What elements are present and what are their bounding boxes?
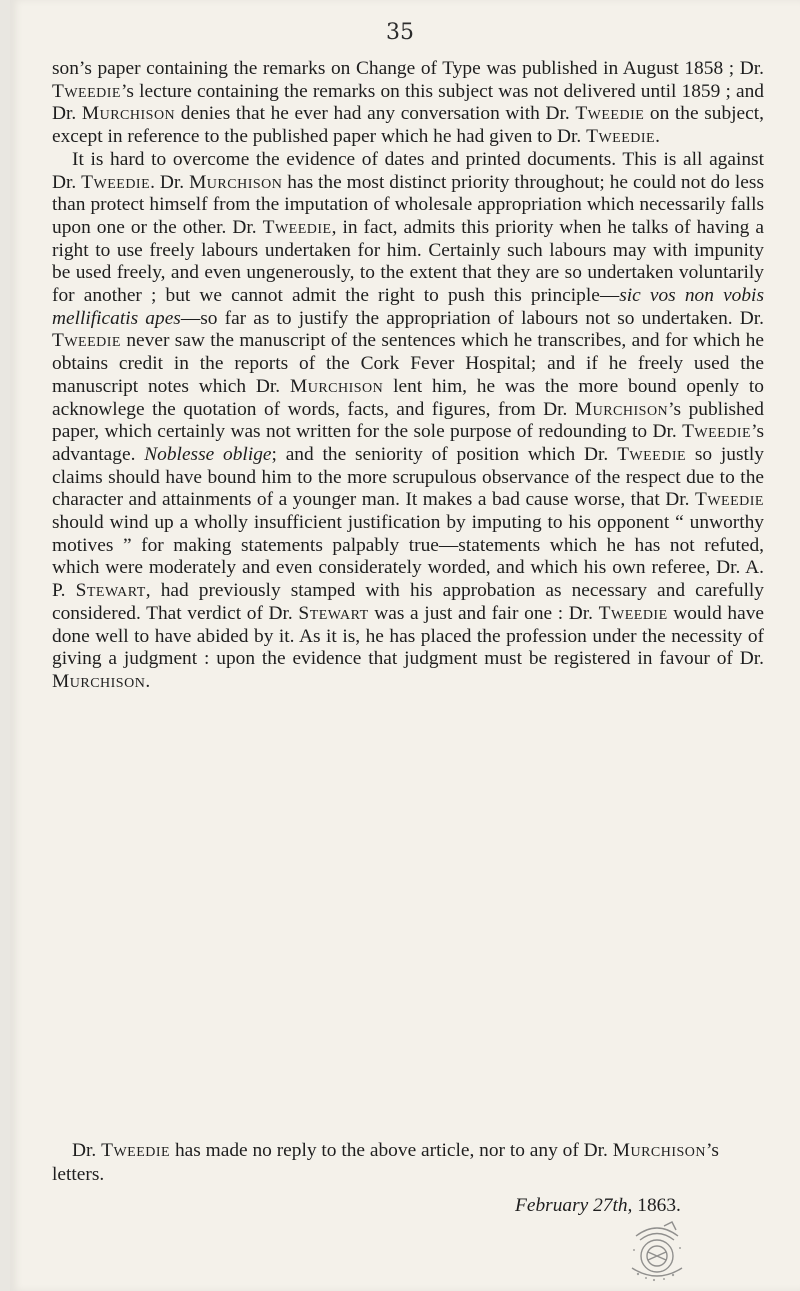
name-tweedie: Tweedie — [52, 80, 121, 102]
dateline-day: February 27th, — [515, 1195, 633, 1216]
name-tweedie: Tweedie — [52, 330, 121, 352]
name-tweedie: Tweedie — [101, 1140, 171, 1161]
name-tweedie: Tweedie — [81, 171, 151, 193]
name-stewart: Stewart — [298, 602, 369, 624]
name-tweedie: Tweedie — [586, 126, 656, 148]
paragraph-2: It is hard to overcome the evidence of dates and printed documents. This is all against Dr. Tweedie. Dr. Murchison has the most distinct priority throughout; he could not do less than protect himself from the imputation of wholesale appropriation which necessarily falls upon one or the other. Dr. Tweedie, in fact, admits this priority when he talks of having a right to use freely labours undertaken for him. Certainly such labours may with impunity be used freely, and even ungenerously, to the extent that they are so undertaken voluntarily for another ; but we cannot admit the right to push this principle—sic vos non vobis mellificatis apes—so far as to justify the appropriation of labours not so undertaken. Dr. Tweedie never saw the manuscript of the sentences which he transcribes, and for which he obtains credit in the reports of the Cork Fever Hospital; and if he freely used the manuscript notes which Dr. Murchison lent him, he was the more bound openly to acknowlege the quotation of words, facts, and figures, from Dr. Murchison’s published paper, which certainly was not written for the sole purpose of redounding to Dr. Tweedie’s advantage. Noblesse oblige; and the seniority of position which Dr. Tweedie so justly claims should have bound him to the more scrupulous observance of the respect due to the character and attainments of a younger man. It makes a bad cause worse, that Dr. Tweedie should wind up a wholly insufficient justification by imputing to his opponent “ unworthy motives ” for making statements palpably true—statements which he has not refuted, which were moderately and even considerately worded, and which his own referee, Dr. A. P. Stewart, had previously stamped with his approbation as necessary and carefully considered. That verdict of Dr. Stewart was a just and fair one : Dr. Tweedie would have done well to have abided by it. As it is, he has placed the profession under the necessity of giving a judgment : upon the evidence that judgment must be registered in favour of Dr. Murchison. — [52, 148, 765, 692]
library-stamp-icon — [618, 1218, 696, 1286]
name-murchison: Murchison — [189, 171, 283, 193]
name-tweedie: Tweedie — [682, 421, 752, 443]
name-tweedie: Tweedie — [695, 489, 764, 511]
name-murchison: Murchison — [81, 103, 176, 125]
name-tweedie: Tweedie — [598, 602, 668, 624]
name-stewart: Stewart — [75, 580, 146, 602]
page-number: 35 — [386, 20, 414, 45]
dateline-year: 1863. — [637, 1195, 681, 1216]
name-tweedie: Tweedie — [575, 103, 645, 125]
name-murchison: Murchison — [289, 375, 384, 397]
reply-note: Dr. Tweedie has made no reply to the above article, nor to any of Dr. Murchison’s letters. — [52, 1140, 719, 1185]
latin-quotation: sic vos non vobis mellificatis apes — [52, 285, 764, 329]
name-murchison: Murchison — [52, 670, 146, 692]
name-tweedie: Tweedie — [617, 443, 687, 465]
name-tweedie: Tweedie — [262, 216, 332, 238]
dateline — [515, 1195, 681, 1217]
french-phrase: Noblesse oblige — [144, 443, 272, 465]
name-murchison: Murchison — [574, 398, 669, 420]
name-murchison: Murchison — [612, 1140, 707, 1161]
article-body — [52, 58, 764, 694]
paragraph-1: son’s paper containing the remarks on Change of Type was published in August 1858 ; Dr. Tweedie’s lecture containing the remarks on this subject was not delivered until 1859 ; and Dr. Murchison denies that he ever had any conversation with Dr. Tweedie on the subject, except in reference to the published paper which he had given to Dr. Tweedie. — [52, 58, 764, 148]
